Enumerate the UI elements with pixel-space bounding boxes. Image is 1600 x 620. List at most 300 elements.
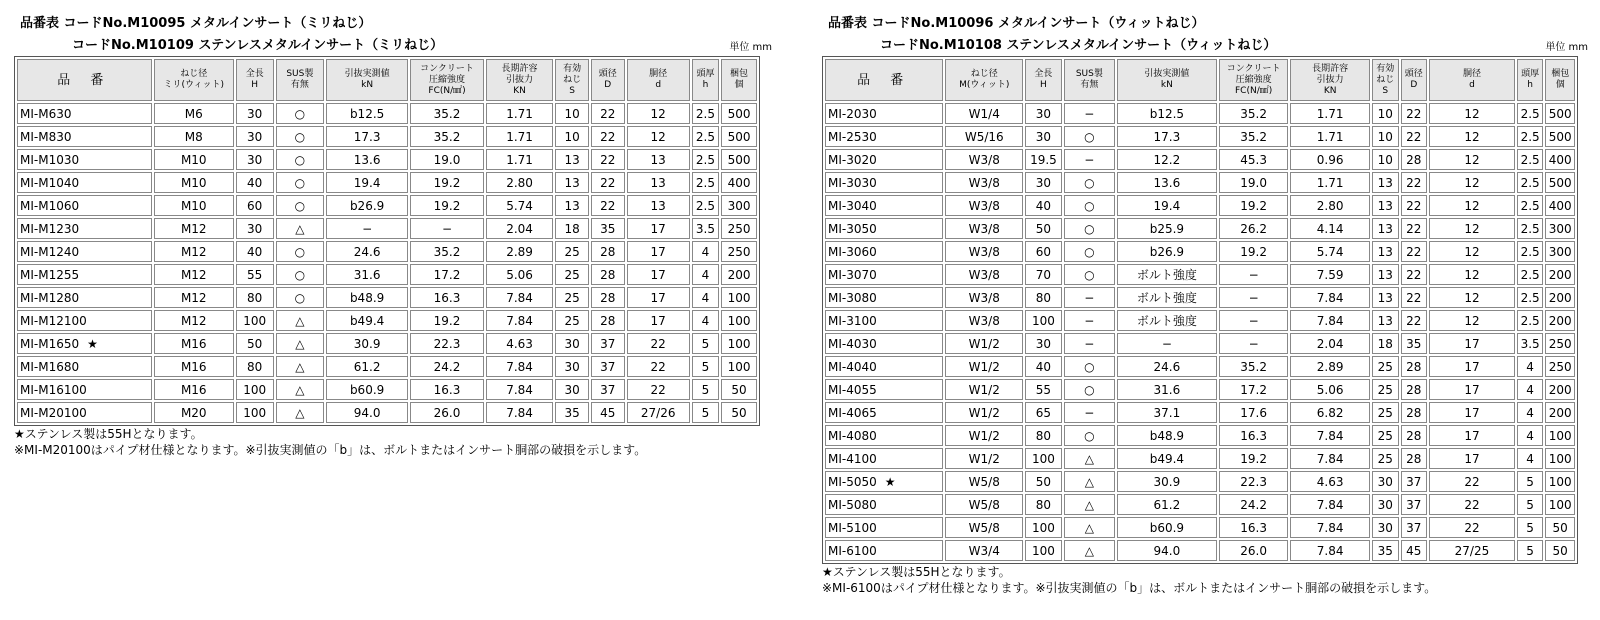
table-cell: 31.6 [1117,379,1217,400]
note-stainless: ★ステンレス製は55Hとなります。 [14,427,203,441]
table-cell: 22 [1401,218,1428,239]
table-cell: 19.2 [1219,241,1288,262]
table-cell: 61.2 [1117,494,1217,515]
table-row [825,540,1575,561]
table-cell: 17 [1429,425,1515,446]
part-number: MI-2530 [828,129,877,144]
column-header: 全長 H [1025,59,1062,101]
column-header: ねじ径 ミリ(ウィット) [154,59,234,101]
part-number-cell [17,264,152,285]
table-cell: 4 [1517,448,1544,469]
table-cell: W3/8 [945,172,1023,193]
table-row [825,494,1575,515]
table-cell: 10 [1372,126,1399,147]
table-cell: 500 [721,126,757,147]
table-cell: 5 [1517,517,1544,538]
table-cell: 18 [555,218,589,239]
table-cell: 200 [1545,264,1575,285]
table-cell: 500 [721,103,757,124]
table-cell: 37.1 [1117,402,1217,423]
table-cell: 4 [1517,402,1544,423]
table-cell: b60.9 [1117,517,1217,538]
note-pipe: ※MI-M20100はパイプ材仕様となります。※引抜実測値の「b」は、ボルトまたはインサート胴部の破損を示します。 [14,443,647,457]
table-cell: 22 [1401,103,1428,124]
table-cell: 22 [591,172,625,193]
table-cell: 5 [692,333,719,354]
table-cell: 45 [591,402,625,423]
table-cell: 250 [721,218,757,239]
table-cell: 94.0 [1117,540,1217,561]
column-header: 有効 ねじ S [1372,59,1399,101]
table-cell: 31.6 [326,264,408,285]
right-spec-table [822,56,1578,564]
table-cell: W3/8 [945,310,1023,331]
table-cell: 250 [721,241,757,262]
table-cell: − [1064,149,1115,170]
table-cell: − [1219,264,1288,285]
table-row [825,218,1575,239]
table-cell: ○ [276,172,324,193]
table-cell: 250 [1545,333,1575,354]
column-header: 全長 H [236,59,274,101]
table-cell: 12 [1429,195,1515,216]
table-cell: 50 [1545,517,1575,538]
table-cell: 35.2 [1219,103,1288,124]
table-cell: M16 [154,333,234,354]
part-number-cell [825,264,943,285]
table-cell: 10 [555,103,589,124]
part-number: MI-M12100 [20,313,87,328]
column-header: 梱包 個 [721,59,757,101]
table-cell: 22 [1401,264,1428,285]
table-cell: ○ [276,287,324,308]
table-cell: 16.3 [410,379,484,400]
table-cell: M6 [154,103,234,124]
table-cell: 5 [692,402,719,423]
table-cell: b12.5 [1117,103,1217,124]
table-cell: 19.4 [1117,195,1217,216]
table-cell: 1.71 [486,149,553,170]
part-number: MI-4100 [828,451,877,466]
table-cell: 13 [555,195,589,216]
table-cell: 30 [555,333,589,354]
table-cell: 17 [1429,402,1515,423]
table-cell: ボルト強度 [1117,287,1217,308]
table-cell: △ [276,310,324,331]
table-cell: 24.6 [326,241,408,262]
table-cell: 25 [1372,379,1399,400]
table-cell: 2.89 [1290,356,1370,377]
table-cell: 4 [1517,425,1544,446]
table-cell: 13 [1372,172,1399,193]
part-number: MI-4030 [828,336,877,351]
table-cell: 7.84 [1290,540,1370,561]
part-number: MI-M1280 [20,290,80,305]
table-cell: 17 [1429,333,1515,354]
table-cell: 17.6 [1219,402,1288,423]
column-header: SUS製 有無 [276,59,324,101]
column-header: 胴径 d [1429,59,1515,101]
table-row [17,379,757,400]
table-cell: 94.0 [326,402,408,423]
table-cell: 28 [591,310,625,331]
table-cell: 37 [1401,494,1428,515]
part-number-cell [825,149,943,170]
part-number: MI-4040 [828,359,877,374]
table-cell: 30 [1372,517,1399,538]
table-cell: ○ [1064,195,1115,216]
table-cell: 12 [1429,149,1515,170]
part-number: MI-M1230 [20,221,80,236]
table-cell: 40 [236,241,274,262]
table-cell: 13 [1372,195,1399,216]
part-number: MI-M16100 [20,382,87,397]
table-cell: 30 [236,103,274,124]
column-header: コンクリート 圧縮強度 FC(N/㎟) [410,59,484,101]
table-cell: 40 [1025,195,1062,216]
table-cell: 7.84 [1290,517,1370,538]
table-cell: 4.63 [486,333,553,354]
table-cell: 4 [692,241,719,262]
table-cell: ○ [276,241,324,262]
column-header: 頭径 D [1401,59,1428,101]
table-cell: 37 [1401,471,1428,492]
table-row [17,172,757,193]
part-number: MI-4065 [828,405,877,420]
table-cell: 4 [1517,379,1544,400]
table-cell: b48.9 [326,287,408,308]
table-cell: M12 [154,241,234,262]
column-header: 品 番 [17,59,152,101]
part-number: MI-4080 [828,428,877,443]
part-number-cell [17,402,152,423]
table-cell: 10 [1372,149,1399,170]
column-header: SUS製 有無 [1064,59,1115,101]
table-cell: b49.4 [1117,448,1217,469]
table-cell: 60 [1025,241,1062,262]
table-cell: 12 [627,126,690,147]
left-spec-table [14,56,760,426]
table-cell: − [1064,333,1115,354]
table-cell: 13 [555,172,589,193]
table-cell: W3/8 [945,195,1023,216]
part-number-cell [17,310,152,331]
table-cell: 50 [721,379,757,400]
table-cell: 100 [236,310,274,331]
table-cell: 50 [721,402,757,423]
table-cell: M20 [154,402,234,423]
table-cell: 7.84 [486,310,553,331]
table-cell: 30 [1025,333,1062,354]
table-cell: 30.9 [1117,471,1217,492]
table-cell: 28 [591,287,625,308]
part-number-cell [825,494,943,515]
table-cell: b25.9 [1117,218,1217,239]
table-cell: 37 [591,333,625,354]
table-cell: 25 [555,241,589,262]
table-row [825,126,1575,147]
table-cell: 4 [692,264,719,285]
table-cell: 30 [236,126,274,147]
table-cell: 100 [721,310,757,331]
table-cell: 200 [721,264,757,285]
table-cell: 1.71 [1290,126,1370,147]
table-cell: 4.63 [1290,471,1370,492]
table-cell: 3.5 [1517,333,1544,354]
table-cell: 13 [1372,241,1399,262]
table-row [825,264,1575,285]
table-cell: 5.06 [486,264,553,285]
part-number: MI-3100 [828,313,877,328]
table-cell: ○ [1064,126,1115,147]
table-row [825,172,1575,193]
table-cell: W1/2 [945,425,1023,446]
table-cell: W5/8 [945,517,1023,538]
table-cell: 25 [555,310,589,331]
table-cell: 30 [236,218,274,239]
table-cell: 12 [1429,287,1515,308]
table-cell: 12 [1429,310,1515,331]
column-header: 有効 ねじ S [555,59,589,101]
table-row [17,402,757,423]
table-cell: 80 [1025,287,1062,308]
table-cell: 22 [591,126,625,147]
table-cell: 12 [627,103,690,124]
table-cell: W3/4 [945,540,1023,561]
table-cell: 5.06 [1290,379,1370,400]
table-cell: 22 [591,195,625,216]
part-number-cell [825,126,943,147]
table-cell: 55 [1025,379,1062,400]
table-row [17,195,757,216]
table-cell: W3/8 [945,264,1023,285]
table-cell: 5 [692,379,719,400]
table-cell: 2.5 [1517,126,1544,147]
table-cell: 4 [1517,356,1544,377]
table-cell: 30 [555,356,589,377]
table-cell: 13 [555,149,589,170]
table-cell: 13 [1372,287,1399,308]
table-cell: 13 [627,195,690,216]
table-cell: ボルト強度 [1117,264,1217,285]
table-row [825,356,1575,377]
table-cell: W5/8 [945,471,1023,492]
table-cell: 12 [1429,241,1515,262]
part-number-cell [825,402,943,423]
table-cell: b26.9 [1117,241,1217,262]
table-cell: 7.84 [486,379,553,400]
table-cell: − [410,218,484,239]
table-cell: 28 [1401,356,1428,377]
part-number-cell [825,333,943,354]
table-cell: 2.5 [1517,264,1544,285]
table-cell: 12 [1429,103,1515,124]
table-cell: M16 [154,356,234,377]
table-cell: 28 [1401,425,1428,446]
table-cell: ○ [1064,264,1115,285]
table-cell: 60 [236,195,274,216]
table-cell: 100 [721,287,757,308]
part-number: MI-2030 [828,106,877,121]
table-cell: 300 [721,195,757,216]
part-number-cell [17,126,152,147]
table-cell: △ [276,356,324,377]
table-cell: 80 [1025,425,1062,446]
table-row [17,264,757,285]
part-number: MI-M1255 [20,267,80,282]
table-cell: 4 [692,287,719,308]
table-cell: ○ [276,103,324,124]
table-cell: ボルト強度 [1117,310,1217,331]
table-cell: 25 [1372,402,1399,423]
table-cell: M16 [154,379,234,400]
table-row [825,425,1575,446]
table-cell: 65 [1025,402,1062,423]
part-number-cell [825,241,943,262]
table-cell: 300 [1545,218,1575,239]
table-cell: M10 [154,149,234,170]
table-cell: 13 [627,149,690,170]
table-row [825,103,1575,124]
table-cell: 19.2 [1219,195,1288,216]
column-header: 頭径 D [591,59,625,101]
table-cell: 28 [1401,448,1428,469]
table-cell: ○ [1064,356,1115,377]
table-cell: 22 [1429,471,1515,492]
table-cell: 18 [1372,333,1399,354]
stainless-star-icon: ★ [87,336,98,351]
table-cell: 17 [627,241,690,262]
table-cell: 22 [1401,126,1428,147]
table-cell: 35.2 [410,241,484,262]
table-cell: 12 [1429,218,1515,239]
table-cell: △ [276,218,324,239]
table-cell: 35 [555,402,589,423]
table-cell: 19.5 [1025,149,1062,170]
table-cell: △ [1064,471,1115,492]
table-cell: 17 [1429,356,1515,377]
table-cell: M12 [154,218,234,239]
part-number-cell [825,356,943,377]
table-row [825,310,1575,331]
table-cell: 30 [1025,126,1062,147]
part-number-cell [17,379,152,400]
table-cell: 100 [721,333,757,354]
table-cell: 30 [1025,103,1062,124]
table-cell: 2.5 [1517,218,1544,239]
table-cell: W1/2 [945,333,1023,354]
table-cell: − [1219,287,1288,308]
part-number: MI-6100 [828,543,877,558]
table-cell: 12 [1429,172,1515,193]
table-cell: 35.2 [410,126,484,147]
table-cell: 5.74 [1290,241,1370,262]
table-cell: − [1219,333,1288,354]
table-row [17,218,757,239]
table-cell: 17 [627,287,690,308]
table-cell: 22 [1401,241,1428,262]
table-cell: 30 [1025,172,1062,193]
table-cell: 13.6 [1117,172,1217,193]
column-header: 頭厚 h [1517,59,1544,101]
table-row [825,379,1575,400]
part-number-cell [825,195,943,216]
table-cell: 37 [1401,517,1428,538]
table-cell: 2.5 [692,195,719,216]
table-cell: 2.5 [1517,149,1544,170]
table-cell: W1/2 [945,448,1023,469]
table-cell: 2.5 [1517,172,1544,193]
table-cell: W3/8 [945,149,1023,170]
table-cell: 250 [1545,356,1575,377]
right-notes [822,564,1436,596]
table-cell: 50 [1025,218,1062,239]
table-cell: 7.84 [1290,287,1370,308]
part-number-cell [17,149,152,170]
table-cell: 200 [1545,402,1575,423]
table-cell: − [326,218,408,239]
table-cell: 5.74 [486,195,553,216]
table-cell: 12 [1429,264,1515,285]
table-cell: M12 [154,264,234,285]
table-cell: 400 [721,172,757,193]
table-cell: 19.2 [1219,448,1288,469]
part-number-cell [17,195,152,216]
left-title-1: 品番表 コードNo.M10095 メタルインサート（ミリねじ） [20,16,372,31]
table-row [825,241,1575,262]
part-number-cell [17,287,152,308]
table-header-row [825,59,1575,101]
table-cell: 16.3 [1219,425,1288,446]
table-cell: − [1064,310,1115,331]
table-cell: 22 [1401,310,1428,331]
table-cell: 26.0 [1219,540,1288,561]
table-cell: 7.84 [1290,310,1370,331]
table-cell: 13.6 [326,149,408,170]
table-cell: 25 [1372,425,1399,446]
column-header: 引抜実測値 kN [1117,59,1217,101]
part-number-cell [825,425,943,446]
table-row [17,310,757,331]
part-number: MI-5100 [828,520,877,535]
table-cell: W1/4 [945,103,1023,124]
table-cell: 22 [1429,494,1515,515]
table-cell: 5 [692,356,719,377]
table-cell: 61.2 [326,356,408,377]
table-cell: 400 [1545,195,1575,216]
table-cell: M12 [154,287,234,308]
table-cell: W1/2 [945,379,1023,400]
table-cell: 200 [1545,287,1575,308]
table-cell: 28 [591,241,625,262]
table-cell: 30 [1372,471,1399,492]
table-cell: 28 [1401,402,1428,423]
table-cell: − [1117,333,1217,354]
table-cell: W5/8 [945,494,1023,515]
part-number: MI-M1650 [20,336,80,351]
table-cell: 100 [1545,448,1575,469]
table-cell: − [1064,402,1115,423]
table-row [17,356,757,377]
table-cell: 17 [627,218,690,239]
table-cell: 50 [1545,540,1575,561]
table-cell: 500 [721,149,757,170]
table-cell: ○ [276,195,324,216]
table-cell: 7.84 [486,356,553,377]
table-cell: b12.5 [326,103,408,124]
table-cell: 35 [1401,333,1428,354]
table-cell: 2.5 [692,103,719,124]
